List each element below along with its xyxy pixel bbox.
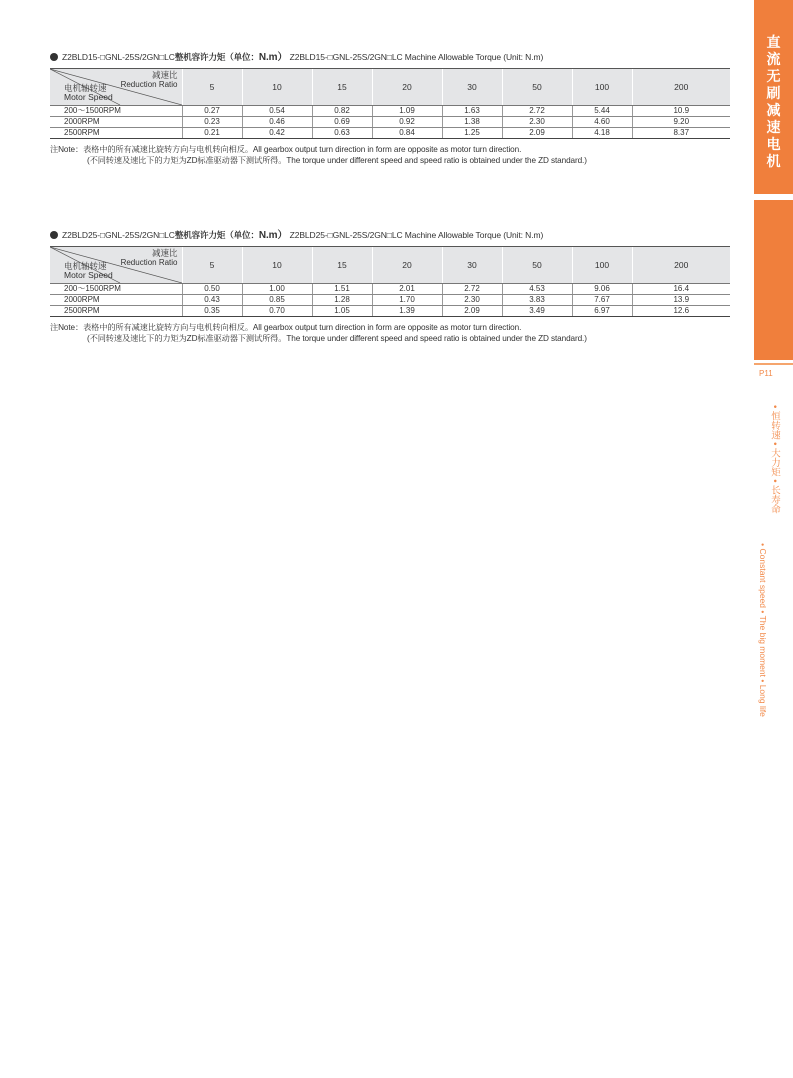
torque-cell: 0.82 [312, 106, 372, 117]
torque-cell: 4.60 [572, 117, 632, 128]
torque-cell: 3.49 [502, 306, 572, 317]
torque-cell: 1.05 [312, 306, 372, 317]
table-header-row [50, 69, 730, 106]
title-char: 电 [766, 136, 781, 152]
torque-cell: 16.4 [632, 284, 730, 295]
torque-cell: 1.39 [372, 306, 442, 317]
title-cn: 整机容许力矩（单位： [174, 230, 259, 240]
bullet-icon [50, 231, 58, 239]
torque-cell: 0.42 [242, 128, 312, 139]
ratio-header: 15 [312, 69, 372, 106]
torque-cell: 0.46 [242, 117, 312, 128]
torque-cell: 0.85 [242, 295, 312, 306]
torque-cell: 1.25 [442, 128, 502, 139]
torque-table [50, 68, 730, 139]
speed-label-en: Motor Speed [64, 270, 113, 280]
category-title-en: DC BRUSHLESS GEAR MOTOR [778, 408, 788, 556]
ratio-header: 30 [442, 247, 502, 284]
torque-cell: 8.37 [632, 128, 730, 139]
speed-label-cn: 电机轴转速 [64, 261, 107, 271]
table-row [50, 106, 730, 117]
category-title-cn [754, 34, 793, 170]
ratio-header: 15 [312, 247, 372, 284]
table-row [50, 128, 730, 139]
torque-section-z2bld25 [50, 226, 730, 344]
torque-cell: 0.84 [372, 128, 442, 139]
ratio-label-cn: 减速比 [151, 70, 178, 80]
torque-cell: 0.23 [182, 117, 242, 128]
torque-cell: 4.18 [572, 128, 632, 139]
title-char: 减 [766, 102, 781, 118]
title-char: 无 [766, 68, 781, 84]
bullet-icon [50, 53, 58, 61]
ratio-header: 30 [442, 69, 502, 106]
speed-cell: 2000RPM [50, 117, 182, 128]
torque-cell: 2.72 [502, 106, 572, 117]
note-line-2: (不同转速及速比下的力矩为ZD标准驱动器下测试所得。The torque under different speed and speed ratio is obtained under the ZD standard.) [87, 156, 587, 165]
title-en: Z2BLD25-□GNL-25S/2GN□LC Machine Allowable Torque (Unit: N.m) [289, 230, 544, 240]
torque-cell: 6.97 [572, 306, 632, 317]
title-unit: N.m） [258, 230, 288, 241]
torque-cell: 1.51 [312, 284, 372, 295]
ratio-header: 50 [502, 247, 572, 284]
title-char: 速 [766, 119, 781, 135]
torque-cell: 0.21 [182, 128, 242, 139]
torque-cell: 2.09 [442, 306, 502, 317]
ratio-header: 5 [182, 69, 242, 106]
title-code: Z2BLD25-□GNL-25S/2GN□LC [62, 230, 175, 240]
speed-cell: 2500RPM [50, 128, 182, 139]
torque-cell: 10.9 [632, 106, 730, 117]
torque-cell: 2.01 [372, 284, 442, 295]
torque-cell: 1.09 [372, 106, 442, 117]
ratio-label-en: Reduction Ratio [120, 258, 178, 267]
torque-table [50, 246, 730, 317]
speed-cell: 200～1500RPM [50, 284, 182, 295]
torque-cell: 1.28 [312, 295, 372, 306]
title-cn: 整机容许力矩（单位： [174, 52, 259, 62]
features-en: • Constant speed • The big moment • Long life [758, 543, 768, 717]
torque-cell: 1.00 [242, 284, 312, 295]
note-line-1: 注Note：表格中的所有减速比旋转方向与电机转向相反。All gearbox output turn direction in form are opposite as motor turn direction. [50, 145, 522, 154]
torque-cell: 13.9 [632, 295, 730, 306]
torque-cell: 9.06 [572, 284, 632, 295]
table-row [50, 306, 730, 317]
ratio-header: 10 [242, 247, 312, 284]
title-char: 刷 [766, 85, 781, 101]
ratio-label-en: Reduction Ratio [120, 80, 178, 89]
speed-cell: 2000RPM [50, 295, 182, 306]
features-cn: • 恒转速 • 大力矩 • 长寿命 [769, 405, 780, 514]
ratio-header: 10 [242, 69, 312, 106]
torque-cell: 4.53 [502, 284, 572, 295]
ratio-header: 20 [372, 247, 442, 284]
torque-cell: 5.44 [572, 106, 632, 117]
torque-cell: 1.38 [442, 117, 502, 128]
ratio-header: 5 [182, 247, 242, 284]
torque-cell: 0.27 [182, 106, 242, 117]
torque-cell: 0.50 [182, 284, 242, 295]
torque-cell: 1.63 [442, 106, 502, 117]
table-note [50, 144, 730, 166]
title-en: Z2BLD15-□GNL-25S/2GN□LC Machine Allowable Torque (Unit: N.m) [289, 52, 544, 62]
corner-header-cell [50, 247, 182, 284]
ratio-header: 20 [372, 69, 442, 106]
ratio-label-cn: 减速比 [151, 248, 178, 258]
corner-header-cell [50, 69, 182, 106]
torque-cell: 1.70 [372, 295, 442, 306]
note-line-2: (不同转速及速比下的力矩为ZD标准驱动器下测试所得。The torque under different speed and speed ratio is obtained under the ZD standard.) [87, 334, 587, 343]
torque-cell: 9.20 [632, 117, 730, 128]
torque-cell: 0.69 [312, 117, 372, 128]
title-char: 流 [766, 51, 781, 67]
speed-label-cn: 电机轴转速 [64, 83, 107, 93]
torque-cell: 2.09 [502, 128, 572, 139]
torque-cell: 0.70 [242, 306, 312, 317]
torque-cell: 7.67 [572, 295, 632, 306]
torque-cell: 0.54 [242, 106, 312, 117]
torque-cell: 12.6 [632, 306, 730, 317]
title-unit: N.m） [258, 52, 288, 63]
speed-cell: 2500RPM [50, 306, 182, 317]
table-header-row [50, 247, 730, 284]
ratio-header: 100 [572, 247, 632, 284]
table-row [50, 295, 730, 306]
ratio-header: 100 [572, 69, 632, 106]
table-note [50, 322, 730, 344]
page-number: P11 [759, 369, 773, 378]
torque-cell: 2.72 [442, 284, 502, 295]
category-tab [754, 0, 793, 194]
torque-cell: 0.43 [182, 295, 242, 306]
torque-cell: 2.30 [442, 295, 502, 306]
torque-cell: 3.83 [502, 295, 572, 306]
speed-cell: 200～1500RPM [50, 106, 182, 117]
title-code: Z2BLD15-□GNL-25S/2GN□LC [62, 52, 175, 62]
divider [754, 363, 793, 365]
torque-cell: 2.30 [502, 117, 572, 128]
torque-cell: 0.35 [182, 306, 242, 317]
section-title [50, 226, 730, 244]
torque-cell: 0.92 [372, 117, 442, 128]
table-row [50, 284, 730, 295]
table-row [50, 117, 730, 128]
right-sidebar [738, 0, 793, 1078]
title-char: 直 [766, 34, 781, 50]
title-char: 机 [766, 153, 781, 169]
note-line-1: 注Note：表格中的所有减速比旋转方向与电机转向相反。All gearbox output turn direction in form are opposite as motor turn direction. [50, 323, 522, 332]
section-title [50, 48, 730, 66]
torque-cell: 0.63 [312, 128, 372, 139]
ratio-header: 200 [632, 247, 730, 284]
ratio-header: 50 [502, 69, 572, 106]
ratio-header: 200 [632, 69, 730, 106]
torque-section-z2bld15 [50, 48, 730, 166]
speed-label-en: Motor Speed [64, 92, 113, 102]
